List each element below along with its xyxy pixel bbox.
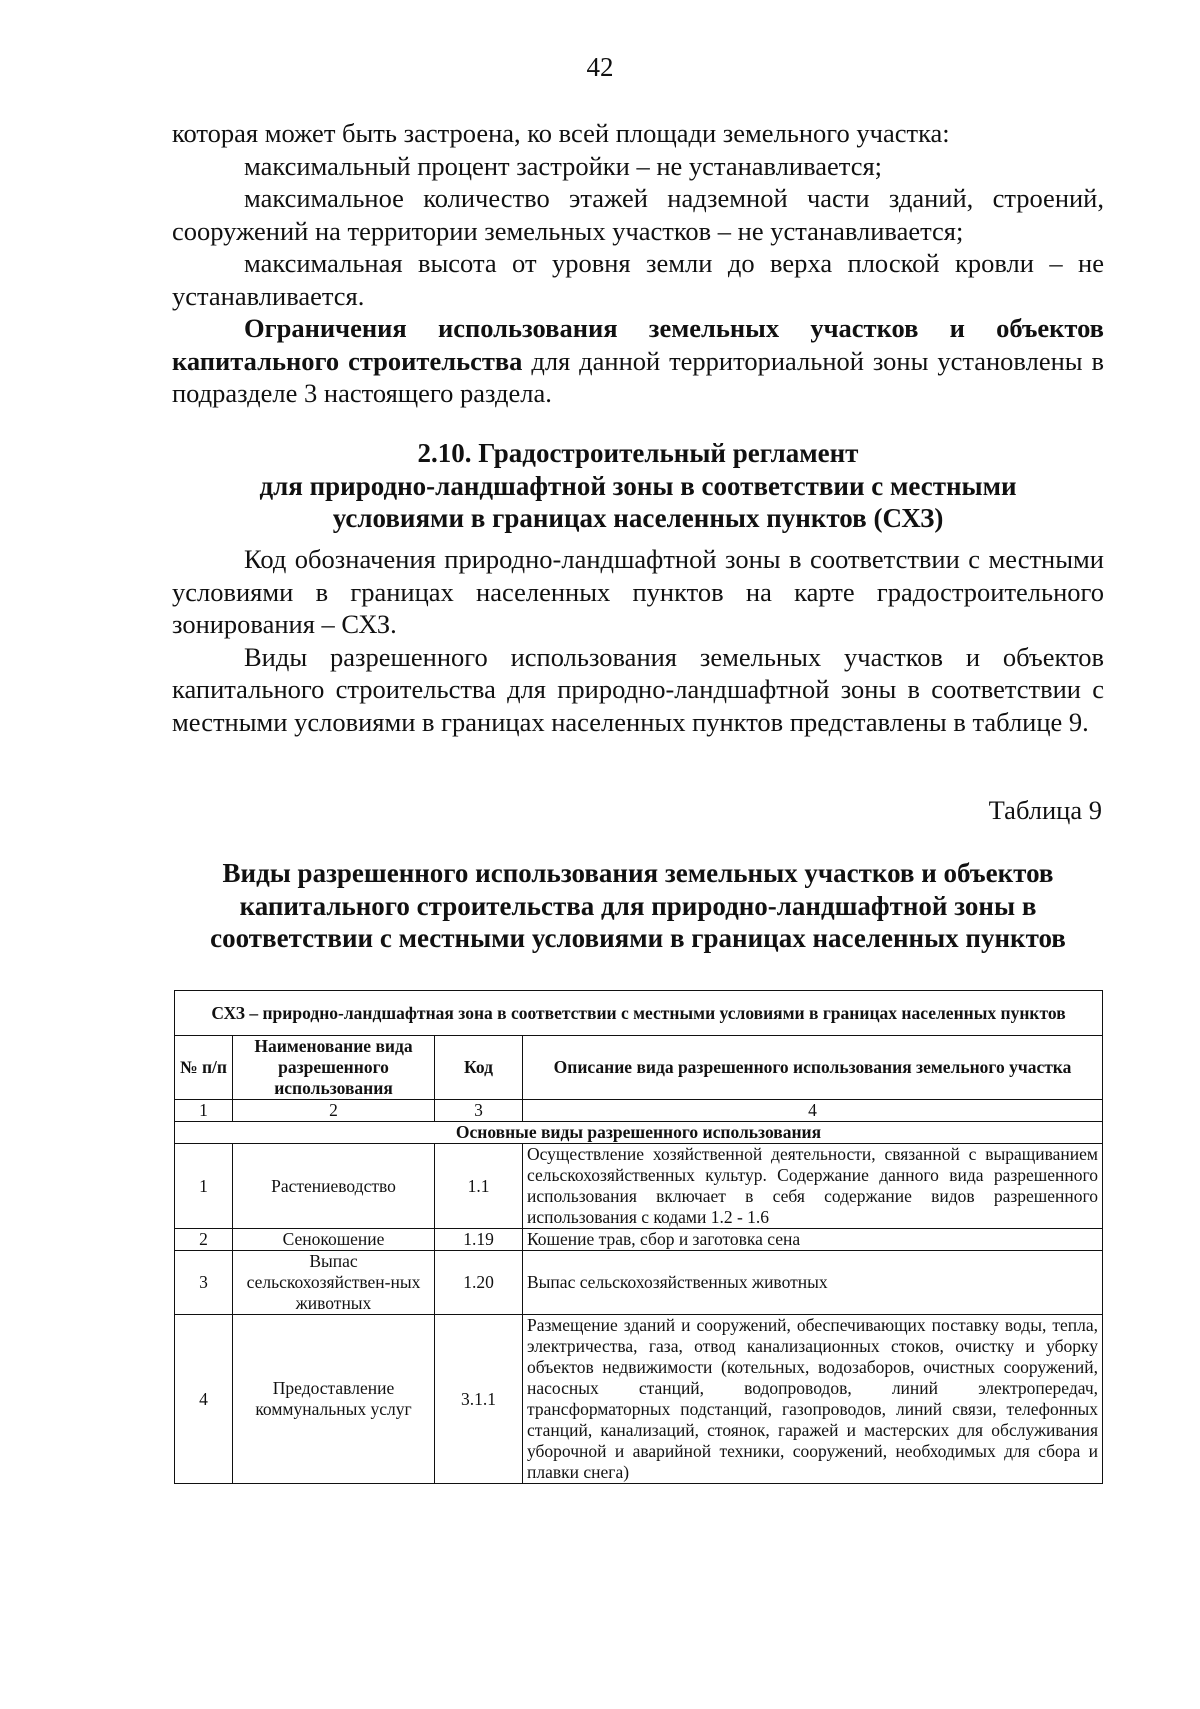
intro-paragraph-3: максимальная высота от уровня земли до верха плоской кровли – не устанавливается. <box>172 248 1104 311</box>
row-use-name: Сенокошение <box>233 1229 435 1251</box>
table-row <box>175 1251 1103 1315</box>
section-paragraph-2: Виды разрешенного использования земельных участков и объектов капитального строительства для природно-ландшафтной зоны в соответствии с местными условиями в границах населенных пунктов представлены в таблице 9. <box>172 641 1104 737</box>
column-header-row <box>175 1036 1103 1100</box>
column-number-2: 2 <box>233 1100 435 1122</box>
section-paragraph-1: Код обозначения природно-ландшафтной зоны в соответствии с местными условиями в границах населенных пунктов на карте градостроительного зонирования – СХЗ. <box>172 544 1104 639</box>
table-row <box>175 1229 1103 1251</box>
land-use-table <box>174 990 1103 1484</box>
row-number: 1 <box>175 1144 233 1229</box>
row-code: 1.1 <box>435 1144 523 1229</box>
group-header-cell: Основные виды разрешенного использования <box>175 1122 1103 1144</box>
row-number: 2 <box>175 1229 233 1251</box>
page-number: 42 <box>586 52 614 82</box>
table-title-line-1: Виды разрешенного использования земельных участков и объектов <box>222 858 1054 888</box>
column-header-num: № п/п <box>175 1036 233 1100</box>
section-text <box>172 543 1104 738</box>
intro-line: которая может быть застроена, ко всей площади земельного участка: <box>172 118 950 148</box>
section-title-line-1: 2.10. Градостроительный регламент <box>417 438 859 468</box>
row-use-name: Предоставление коммунальных услуг <box>233 1315 435 1484</box>
table-title <box>172 857 1104 955</box>
row-number: 4 <box>175 1315 233 1484</box>
section-title-line-2: для природно-ландшафтной зоны в соответствии с местными <box>259 470 1017 501</box>
table-label: Таблица 9 <box>988 795 1102 825</box>
section-title <box>172 437 1104 535</box>
column-number-row <box>175 1100 1103 1122</box>
restriction-bold-text: Ограничения использования земельных участков и объектов капитального строительства <box>172 313 1104 376</box>
intro-paragraph-1: максимальный процент застройки – не устанавливается; <box>244 150 883 181</box>
column-number-3: 3 <box>435 1100 523 1122</box>
intro-paragraph-2: максимальное количество этажей надземной части зданий, строений, сооружений на территории земельных участков – не устанавливается; <box>172 183 1104 246</box>
restriction-rest-text: для данной территориальной зоны установлены в подразделе 3 настоящего раздела. <box>172 345 1104 408</box>
column-number-1: 1 <box>175 1100 233 1122</box>
row-code: 1.20 <box>435 1251 523 1315</box>
row-code: 3.1.1 <box>435 1315 523 1484</box>
zone-header-cell: СХЗ – природно-ландшафтная зона в соответствии с местными условиями в границах населенных пунктов <box>175 991 1103 1036</box>
intro-text <box>172 117 1104 410</box>
row-description: Выпас сельскохозяйственных животных <box>523 1251 1103 1315</box>
row-number: 3 <box>175 1251 233 1315</box>
column-header-name: Наименование вида разрешенного использования <box>233 1036 435 1100</box>
row-description: Осуществление хозяйственной деятельности, связанной с выращиванием сельскохозяйственных культур. Содержание данного вида разрешенного использования включает в себя содержание видов разрешенного использования с кодами 1.2 - 1.6 <box>523 1144 1103 1229</box>
column-header-code: Код <box>435 1036 523 1100</box>
row-description: Кошение трав, сбор и заготовка сена <box>523 1229 1103 1251</box>
row-use-name: Растениеводство <box>233 1144 435 1229</box>
zone-header-row <box>175 991 1103 1036</box>
restriction-paragraph <box>172 312 1104 410</box>
table-row <box>175 1315 1103 1484</box>
row-use-name: Выпас сельскохозяйствен-ных животных <box>233 1251 435 1315</box>
column-number-4: 4 <box>523 1100 1103 1122</box>
table-title-line-2: капитального строительства для природно-ландшафтной зоны в <box>239 890 1037 921</box>
section-title-line-3: условиями в границах населенных пунктов (СХЗ) <box>332 503 944 533</box>
row-description: Размещение зданий и сооружений, обеспечивающих поставку воды, тепла, электричества, газа, отвод канализационных стоков, очистку и уборку объектов недвижимости (котельных, водозаборов, очистных сооружений, насосных станций, водопроводов, линий электропередач, трансформаторных подстанций, газопроводов, линий связи, телефонных станций, канализаций, стоянок, гаражей и мастерских для обслуживания уборочной и аварийной техники, сооружений, необходимых для сбора и плавки снега) <box>523 1315 1103 1484</box>
group-header-row <box>175 1122 1103 1144</box>
column-header-description: Описание вида разрешенного использования земельного участка <box>523 1036 1103 1100</box>
row-code: 1.19 <box>435 1229 523 1251</box>
table-row <box>175 1144 1103 1229</box>
table-title-line-3: соответствии с местными условиями в границах населенных пунктов <box>210 923 1066 953</box>
